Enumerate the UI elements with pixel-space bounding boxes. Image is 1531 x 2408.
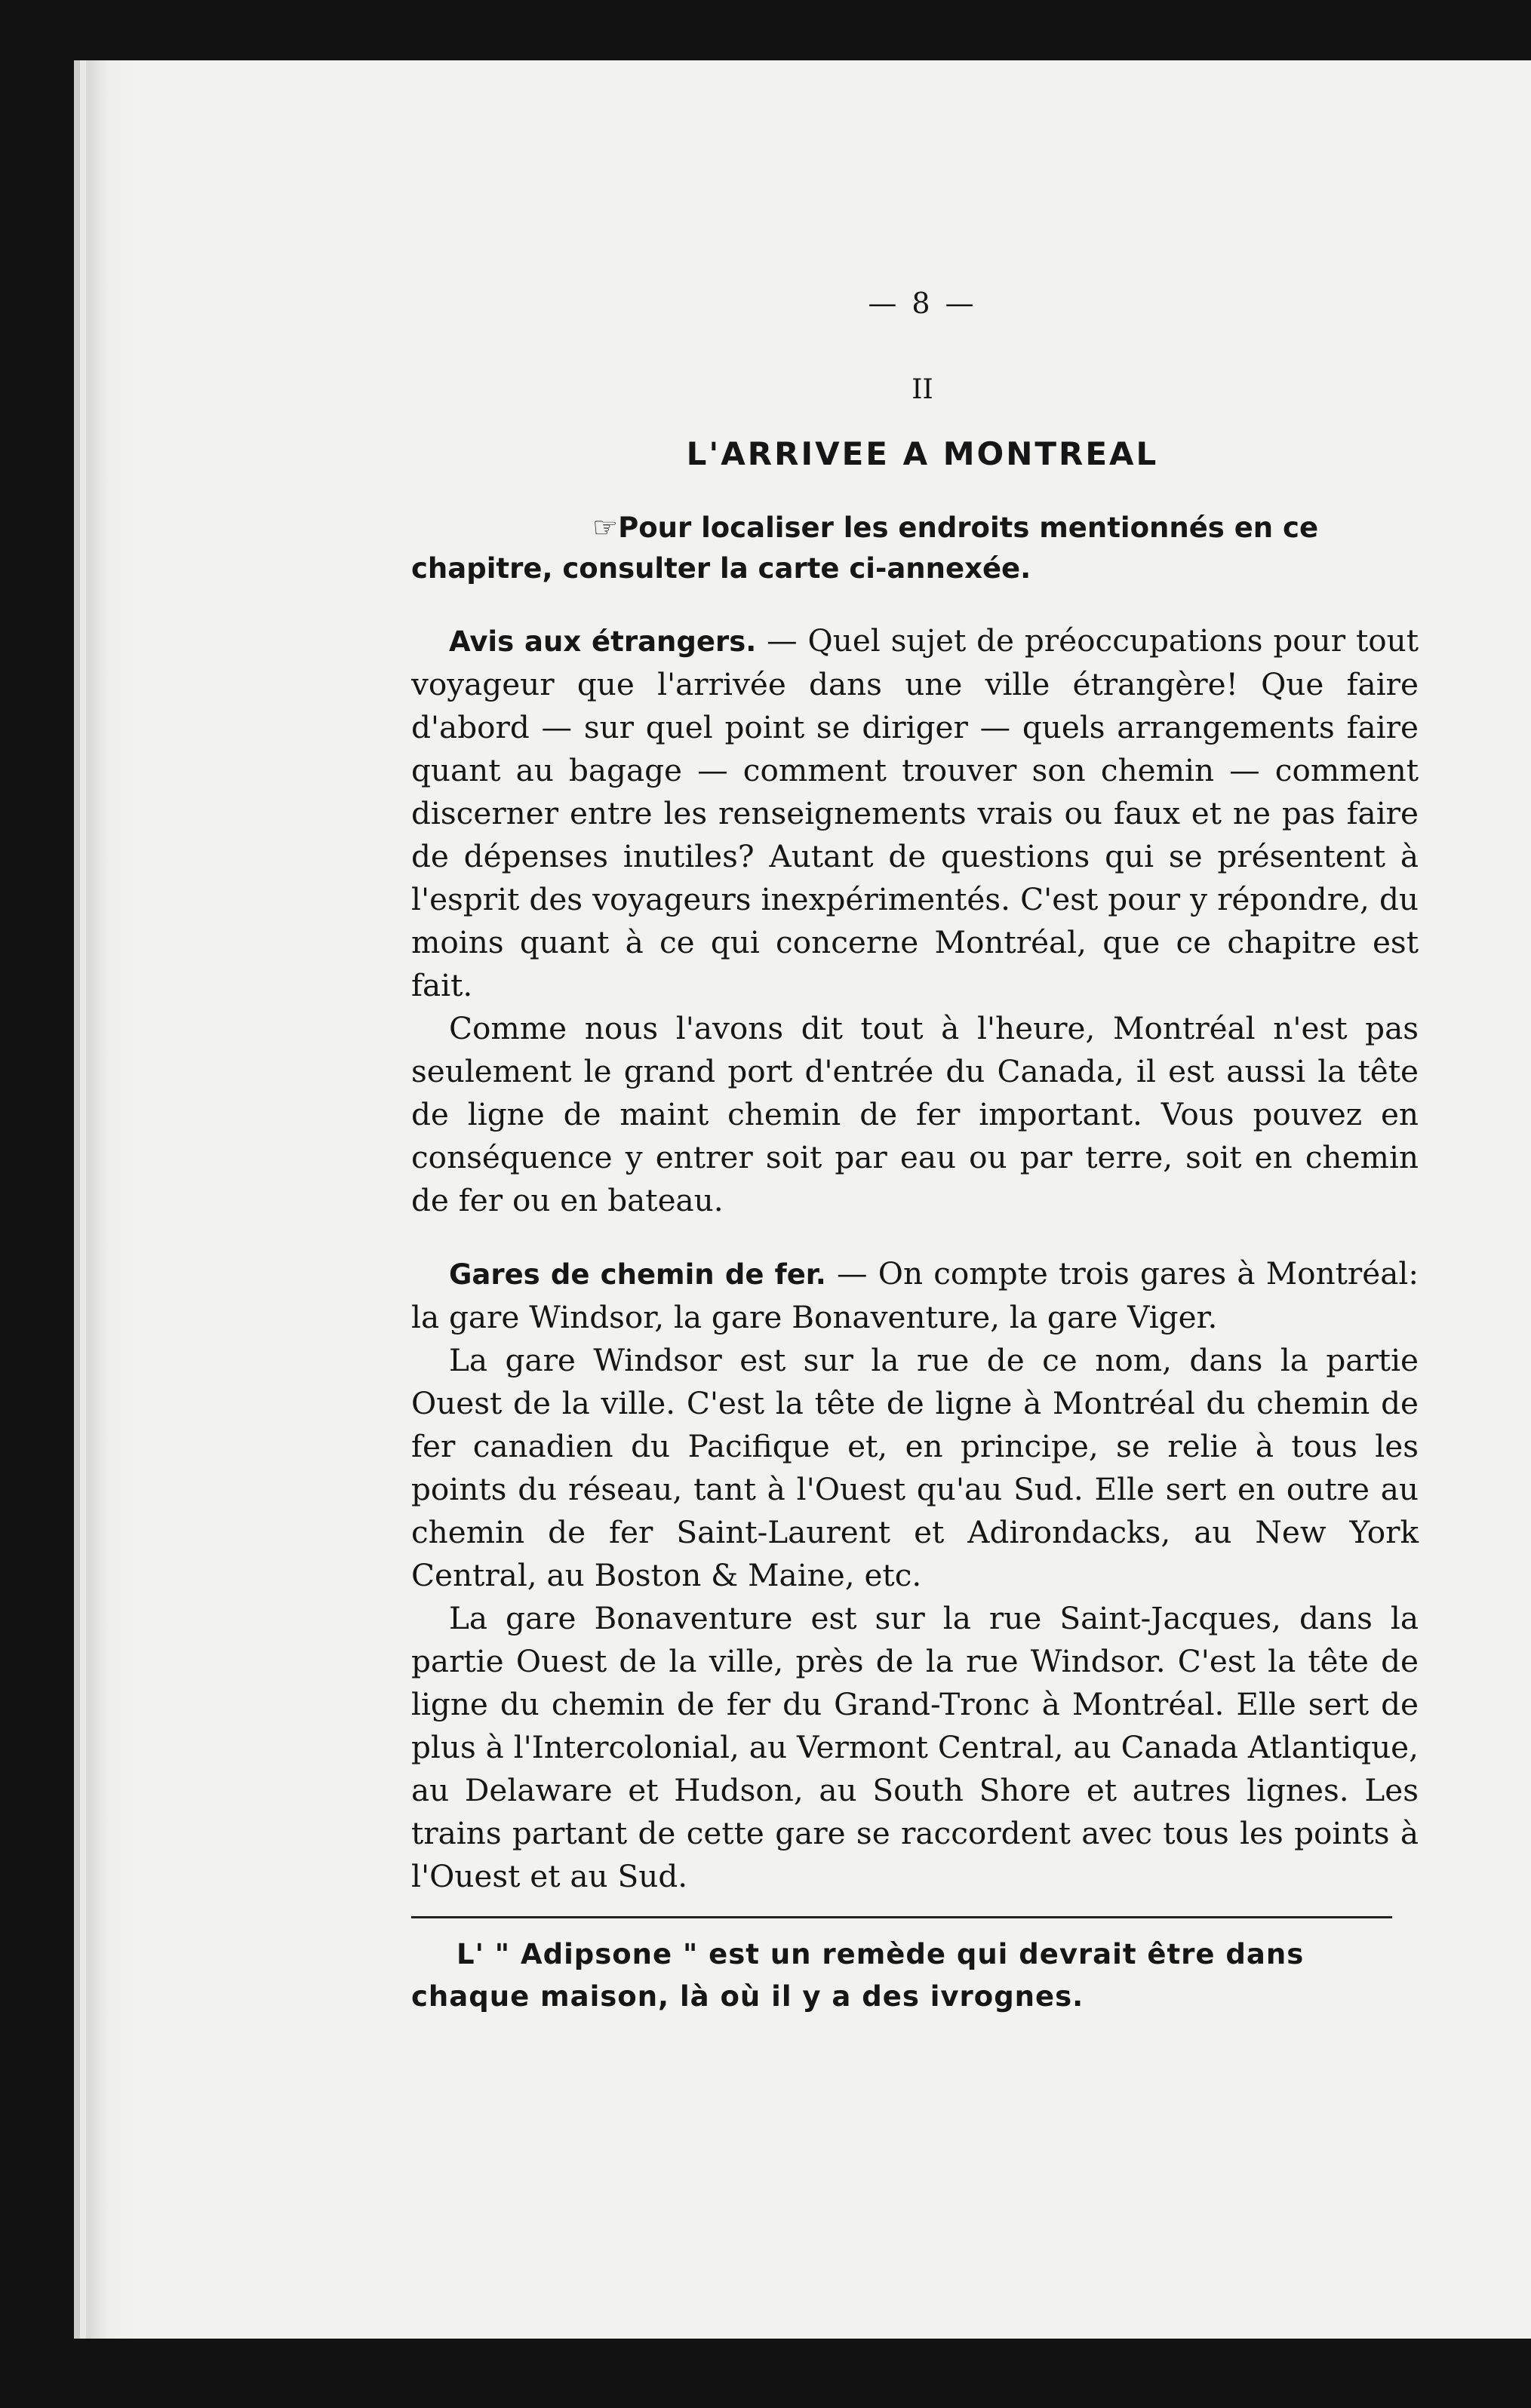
book-page bbox=[91, 60, 1531, 2339]
section-heading-avis: Avis aux étrangers. bbox=[449, 625, 757, 658]
chapter-number: II bbox=[912, 374, 933, 405]
pointing-hand-icon: ☞ bbox=[592, 511, 619, 544]
arrival-paragraph: Comme nous l'avons dit tout à l'heure, Montréal n'est pas seulement le grand port d'entrée du Canada, il est aussi la tête de ligne de maint chemin de fer important. Vous pouvez en conséquence y entrer soit par eau ou par terre, soit en chemin de fer ou en bateau. bbox=[411, 1010, 1419, 1218]
gares-text: — On compte trois gares à Montréal: la gare Windsor, la gare Bonaventure, la gare Viger. bbox=[411, 1255, 1419, 1335]
chapter-title: L'ARRIVEE A MONTREAL bbox=[686, 435, 1159, 472]
map-note bbox=[411, 507, 1419, 589]
map-note-text: Pour localiser les endroits mentionnés en ce chapitre, consulter la carte ci-annexée. bbox=[411, 511, 1319, 585]
page-number: — 8 — bbox=[868, 287, 977, 320]
windsor-paragraph: La gare Windsor est sur la rue de ce nom, dans la partie Ouest de la ville. C'est la tête de ligne à Montréal du chemin de fer canadien du Pacifique et, en principe, se relie à tous les points du réseau, tant à l'Ouest qu'au Sud. Elle sert en outre au chemin de fer Saint-Laurent et Adirondacks, au New York Central, au Boston & Maine, etc. bbox=[411, 1342, 1419, 1593]
bonaventure-paragraph: La gare Bonaventure est sur la rue Saint-Jacques, dans la partie Ouest de la ville, près de la rue Windsor. C'est la tête de ligne du chemin de fer du Grand-Tronc à Montréal. Elle sert de plus à l'Intercolonial, au Vermont Central, au Canada Atlantique, au Delaware et Hudson, au South Shore et autres lignes. Les trains partant de cette gare se raccordent avec tous les points à l'Ouest et au Sud. bbox=[411, 1600, 1419, 1894]
avis-paragraph bbox=[411, 619, 1419, 1007]
avis-text: — Quel sujet de préoccupations pour tout voyageur que l'arrivée dans une ville étrangère! Que faire d'abord — sur quel point se diriger — quels arrangements faire quant au bagage — comment trouver son chemin — comment discerner entre les renseignements vrais ou faux et ne pas faire de dépenses inutiles? Autant de questions qui se présentent à l'esprit des voyageurs inexpérimentés. C'est pour y répondre, du moins quant à ce qui concerne Montréal, que ce chapitre est fait. bbox=[411, 622, 1419, 1003]
page-content bbox=[411, 287, 1419, 2018]
gares-paragraph bbox=[411, 1252, 1419, 1339]
page-edge bbox=[91, 60, 136, 2339]
footer-advertisement: L' " Adipsone " est un remède qui devrait être dans chaque maison, là où il y a des ivrognes. bbox=[411, 1938, 1305, 2013]
section-heading-gares: Gares de chemin de fer. bbox=[449, 1258, 826, 1291]
footer-divider bbox=[411, 1916, 1392, 1918]
